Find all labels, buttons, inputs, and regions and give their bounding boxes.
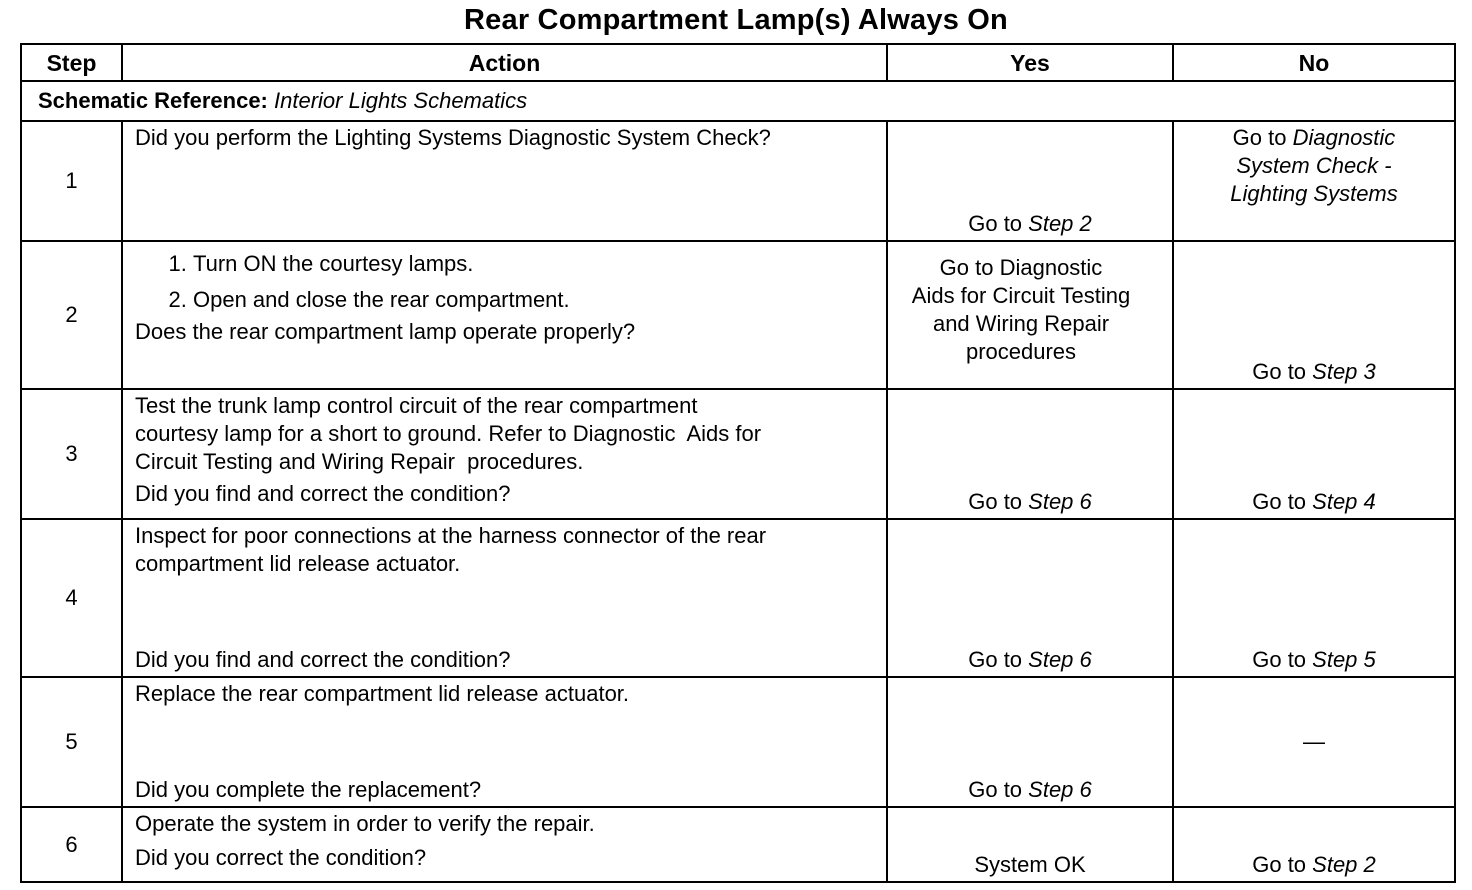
action-cell bbox=[122, 121, 887, 241]
action-question: Does the rear compartment lamp operate properly? bbox=[135, 319, 636, 344]
yes-line: Aids for Circuit Testing bbox=[911, 283, 1131, 308]
no-cell bbox=[1173, 241, 1455, 389]
table-row bbox=[21, 807, 1455, 882]
no-prefix: Go to bbox=[1252, 852, 1313, 877]
yes-result[interactable] bbox=[888, 210, 1172, 238]
yes-result: System OK bbox=[974, 852, 1086, 877]
no-link[interactable]: Step 3 bbox=[1312, 359, 1376, 384]
schematic-reference bbox=[21, 81, 1455, 121]
no-prefix: Go to bbox=[1252, 647, 1313, 672]
yes-result[interactable] bbox=[888, 242, 1172, 366]
action-question: Did you correct the condition? bbox=[135, 845, 427, 870]
no-link[interactable]: System Check - bbox=[1236, 153, 1392, 178]
action-text: Circuit Testing and Wiring Repair procedures. bbox=[135, 449, 584, 474]
yes-cell bbox=[887, 677, 1173, 807]
list-item: 1. Turn ON the courtesy lamps. bbox=[193, 246, 874, 282]
no-result[interactable] bbox=[1174, 851, 1454, 879]
no-link[interactable]: Step 2 bbox=[1312, 852, 1376, 877]
action-text: Did you perform the Lighting Systems Diagnostic System Check? bbox=[135, 125, 771, 150]
yes-line: and Wiring Repair bbox=[932, 311, 1110, 336]
no-link[interactable]: Lighting Systems bbox=[1230, 181, 1398, 206]
step-number: 1 bbox=[21, 121, 122, 241]
no-result[interactable] bbox=[1174, 122, 1454, 208]
no-result[interactable] bbox=[1174, 646, 1454, 674]
yes-cell bbox=[887, 121, 1173, 241]
table-row bbox=[21, 519, 1455, 677]
yes-link[interactable]: Step 6 bbox=[1028, 647, 1092, 672]
no-result: — bbox=[1303, 729, 1325, 754]
action-text: courtesy lamp for a short to ground. Refer to Diagnostic Aids for bbox=[135, 421, 762, 446]
table-row bbox=[21, 677, 1455, 807]
yes-link[interactable]: Step 6 bbox=[1028, 777, 1092, 802]
yes-link[interactable]: Step 2 bbox=[1028, 211, 1092, 236]
header-yes: Yes bbox=[887, 44, 1173, 81]
yes-line: Go to Diagnostic bbox=[939, 255, 1103, 280]
no-result[interactable] bbox=[1174, 488, 1454, 516]
no-prefix: Go to bbox=[1232, 125, 1293, 150]
table-row bbox=[21, 241, 1455, 389]
page-title: Rear Compartment Lamp(s) Always On bbox=[464, 4, 1008, 36]
no-link[interactable]: Diagnostic bbox=[1292, 125, 1396, 150]
no-prefix: Go to bbox=[1252, 359, 1313, 384]
no-cell bbox=[1173, 389, 1455, 519]
header-row bbox=[21, 44, 1455, 81]
no-link[interactable]: Step 5 bbox=[1312, 647, 1376, 672]
schematic-link[interactable]: Interior Lights Schematics bbox=[274, 88, 528, 113]
step-number: 5 bbox=[21, 677, 122, 807]
yes-result[interactable] bbox=[888, 488, 1172, 516]
header-step: Step bbox=[21, 44, 122, 81]
list-item: 2. Open and close the rear compartment. bbox=[193, 282, 874, 318]
diagnostic-table bbox=[20, 43, 1456, 883]
action-cell bbox=[122, 241, 887, 389]
yes-result[interactable] bbox=[888, 776, 1172, 804]
header-action: Action bbox=[122, 44, 887, 81]
action-text: Operate the system in order to verify the repair. bbox=[135, 811, 595, 836]
no-cell bbox=[1173, 121, 1455, 241]
no-cell bbox=[1173, 807, 1455, 882]
yes-line: procedures bbox=[965, 339, 1077, 364]
action-cell bbox=[122, 807, 887, 882]
yes-cell bbox=[887, 807, 1173, 882]
yes-prefix: Go to bbox=[968, 647, 1029, 672]
action-text: Inspect for poor connections at the harness connector of the rear bbox=[135, 523, 767, 548]
yes-cell bbox=[887, 241, 1173, 389]
yes-cell bbox=[887, 519, 1173, 677]
action-cell bbox=[122, 519, 887, 677]
action-question: Did you find and correct the condition? bbox=[135, 481, 511, 506]
step-number: 3 bbox=[21, 389, 122, 519]
action-question: Did you find and correct the condition? bbox=[135, 647, 511, 672]
yes-prefix: Go to bbox=[968, 489, 1029, 514]
action-text: Test the trunk lamp control circuit of the rear compartment bbox=[135, 393, 698, 418]
no-cell bbox=[1173, 519, 1455, 677]
no-result[interactable] bbox=[1174, 358, 1454, 386]
action-cell bbox=[122, 677, 887, 807]
action-steps-list bbox=[135, 246, 874, 318]
no-link[interactable]: Step 4 bbox=[1312, 489, 1376, 514]
yes-result[interactable] bbox=[888, 646, 1172, 674]
no-cell bbox=[1173, 677, 1455, 807]
action-text: compartment lid release actuator. bbox=[135, 551, 461, 576]
table-row bbox=[21, 389, 1455, 519]
step-number: 2 bbox=[21, 241, 122, 389]
action-text: Replace the rear compartment lid release actuator. bbox=[135, 681, 630, 706]
yes-link[interactable]: Step 6 bbox=[1028, 489, 1092, 514]
yes-cell bbox=[887, 389, 1173, 519]
step-number: 4 bbox=[21, 519, 122, 677]
schematic-row bbox=[21, 81, 1455, 121]
step-number: 6 bbox=[21, 807, 122, 882]
action-question: Did you complete the replacement? bbox=[135, 777, 482, 802]
yes-prefix: Go to bbox=[968, 777, 1029, 802]
table-row bbox=[21, 121, 1455, 241]
header-no: No bbox=[1173, 44, 1455, 81]
schematic-label: Schematic Reference: bbox=[38, 88, 268, 113]
action-cell bbox=[122, 389, 887, 519]
yes-prefix: Go to bbox=[968, 211, 1029, 236]
no-prefix: Go to bbox=[1252, 489, 1313, 514]
